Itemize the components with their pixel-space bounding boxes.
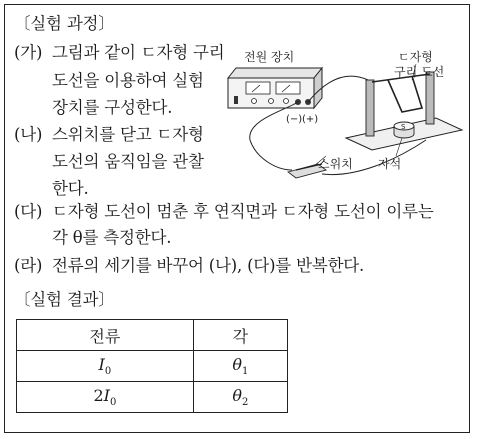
- power-supply: [228, 68, 322, 108]
- step-d-line1: 전류의 세기를 바꾸어 (나), (다)를 반복한다.: [52, 256, 365, 275]
- step-a-line3: 장치를 구성한다.: [52, 98, 173, 117]
- magnet-pole-label: S: [401, 123, 406, 131]
- step-a-mark: (가): [14, 43, 43, 62]
- step-d-mark: (라): [14, 256, 43, 275]
- step-a-line1: 그림과 같이 ㄷ자형 구리: [52, 43, 225, 62]
- table-header-row: [17, 320, 288, 351]
- plus-label: (+): [302, 114, 319, 125]
- column-header-current: 전류: [17, 320, 194, 351]
- step-b-line2: 도선의 움직임을 관찰: [52, 152, 204, 171]
- switch-label: 스위치: [318, 157, 353, 171]
- results-table: [16, 319, 288, 413]
- table-row: [17, 382, 288, 413]
- angle-cell: $\theta_2$: [193, 382, 287, 413]
- magnet-icon: [394, 122, 414, 138]
- meter-right-icon: [276, 82, 300, 94]
- table-row: [17, 351, 288, 382]
- step-c-line1: ㄷ자형 도선이 멈춘 후 연직면과 ㄷ자형 도선이 이루는: [52, 202, 434, 221]
- step-c-mark: (다): [14, 202, 43, 221]
- power-supply-label: 전원 장치: [244, 50, 295, 64]
- column-header-angle: 각: [193, 320, 287, 351]
- results-heading: 〔실험 결과〕: [14, 290, 115, 309]
- angle-cell: $\theta_1$: [193, 351, 287, 382]
- step-b-line3: 한다.: [52, 179, 89, 198]
- step-a-line2: 도선을 이용하여 실험: [52, 71, 204, 90]
- magnet-label: 자석: [378, 157, 402, 171]
- u-shaped-wire: [388, 76, 422, 112]
- step-c-line2: 각 θ를 측정한다.: [52, 228, 172, 247]
- current-cell: $2I_0$: [17, 382, 194, 413]
- left-post: [366, 80, 374, 136]
- wire-label-line2: 구리 도선: [394, 65, 445, 79]
- procedure-heading: 〔실험 과정〕: [14, 14, 115, 33]
- step-b-mark: (나): [14, 125, 43, 144]
- meter-left-icon: [246, 82, 270, 94]
- current-cell: $I_0$: [17, 351, 194, 382]
- wire-to-switch: [250, 102, 298, 170]
- step-b-line1: 스위치를 닫고 ㄷ자형: [52, 125, 204, 144]
- wire-label-line1: ㄷ자형: [398, 50, 433, 64]
- minus-label: (−): [286, 114, 303, 125]
